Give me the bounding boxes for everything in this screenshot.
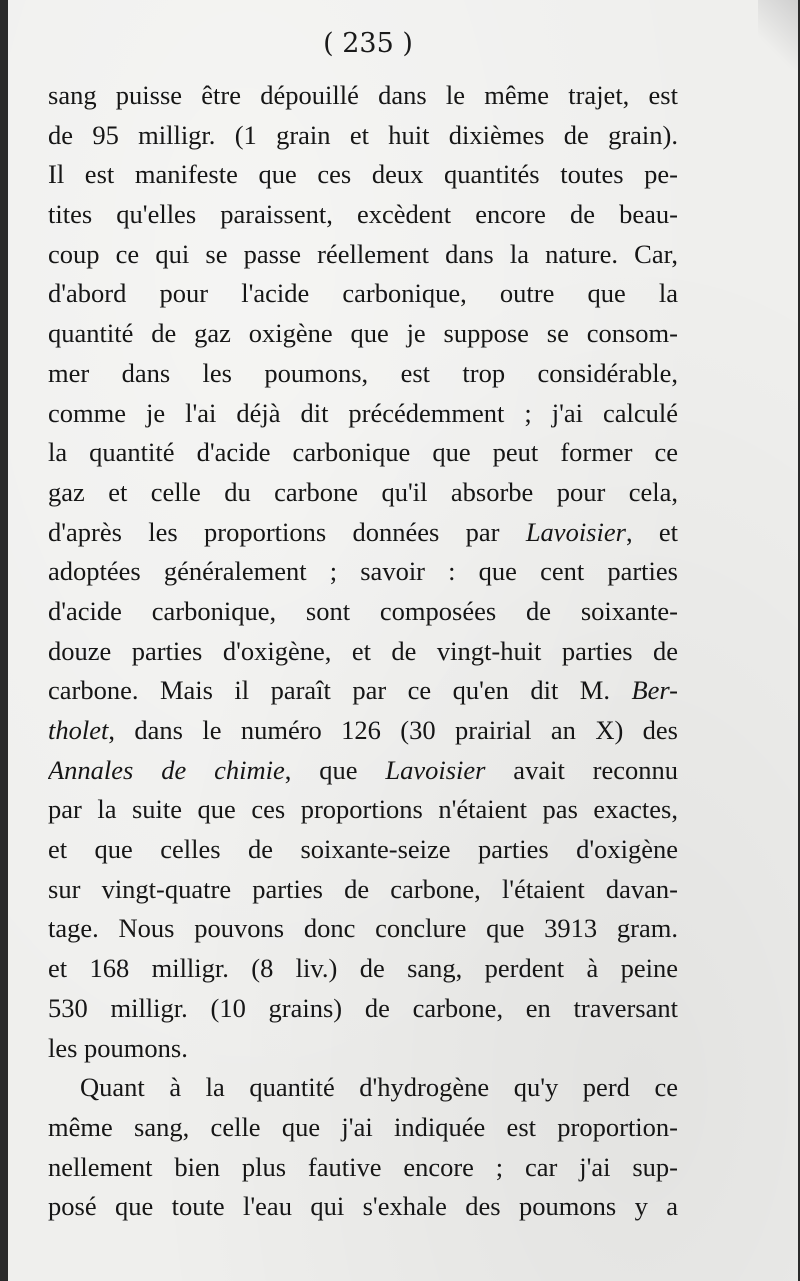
text-line: adoptées généralement ; savoir : que cent parties — [48, 556, 678, 587]
text-line: Annales de chimie, que Lavoisier avait reconnu — [48, 754, 678, 785]
text-line: sur vingt-quatre parties de carbone, l'étaient davan- — [48, 873, 678, 904]
text-line: d'acide carbonique, sont composées de soixante- — [48, 595, 678, 626]
text-line: carbone. Mais il paraît par ce qu'en dit M. Ber- — [48, 675, 678, 706]
text-line: posé que toute l'eau qui s'exhale des poumons y a — [48, 1191, 678, 1222]
text-line: quantité de gaz oxigène que je suppose se consom- — [48, 318, 678, 349]
text-line: mer dans les poumons, est trop considérable, — [48, 357, 678, 388]
text-line: la quantité d'acide carbonique que peut former ce — [48, 437, 678, 468]
italic-term: Ber- — [631, 675, 678, 706]
text-line: douze parties d'oxigène, et de vingt-huit parties de — [48, 635, 678, 666]
text-line: les poumons. — [48, 1032, 188, 1063]
body-text — [48, 76, 678, 1227]
italic-term: Lavoisier — [385, 754, 486, 785]
text-line: Il est manifeste que ces deux quantités toutes pe- — [48, 159, 678, 190]
italic-term: tholet — [48, 715, 109, 745]
text-line: par la suite que ces proportions n'étaient pas exactes, — [48, 794, 678, 825]
italic-term: Lavoisier — [525, 516, 626, 547]
text-line: 530 milligr. (10 grains) de carbone, en traversant — [48, 992, 678, 1023]
text-line: tholet, dans le numéro 126 (30 prairial an X) des — [48, 715, 678, 745]
text-line: même sang, celle que j'ai indiquée est proportion- — [48, 1111, 678, 1142]
text-line: comme je l'ai déjà dit précédemment ; j'ai calculé — [48, 397, 678, 428]
text-line: et que celles de soixante-seize parties d'oxigène — [48, 834, 678, 865]
text-line: tites qu'elles paraissent, excèdent encore de beau- — [48, 199, 678, 230]
text-line: de 95 milligr. (1 grain et huit dixièmes de grain). — [48, 119, 678, 150]
text-line: d'abord pour l'acide carbonique, outre que la — [48, 278, 678, 309]
text-line: Quant à la quantité d'hydrogène qu'y perd ce — [80, 1072, 678, 1103]
italic-term: Annales de chimie — [48, 754, 285, 785]
page-corner-shadow — [758, 0, 798, 70]
text-line: nellement bien plus fautive encore ; car j'ai sup- — [48, 1151, 678, 1182]
text-line: tage. Nous pouvons donc conclure que 3913 gram. — [48, 913, 678, 944]
page-number: ( 235 ) — [323, 28, 413, 59]
text-line: sang puisse être dépouillé dans le même trajet, est — [48, 80, 678, 110]
text-line: gaz et celle du carbone qu'il absorbe pour cela, — [48, 476, 678, 507]
book-page — [8, 0, 798, 1281]
text-line: et 168 milligr. (8 liv.) de sang, perdent à peine — [48, 953, 678, 984]
text-line: coup ce qui se passe réellement dans la nature. Car, — [48, 238, 678, 269]
text-line: d'après les proportions données par Lavoisier, et — [48, 516, 678, 547]
